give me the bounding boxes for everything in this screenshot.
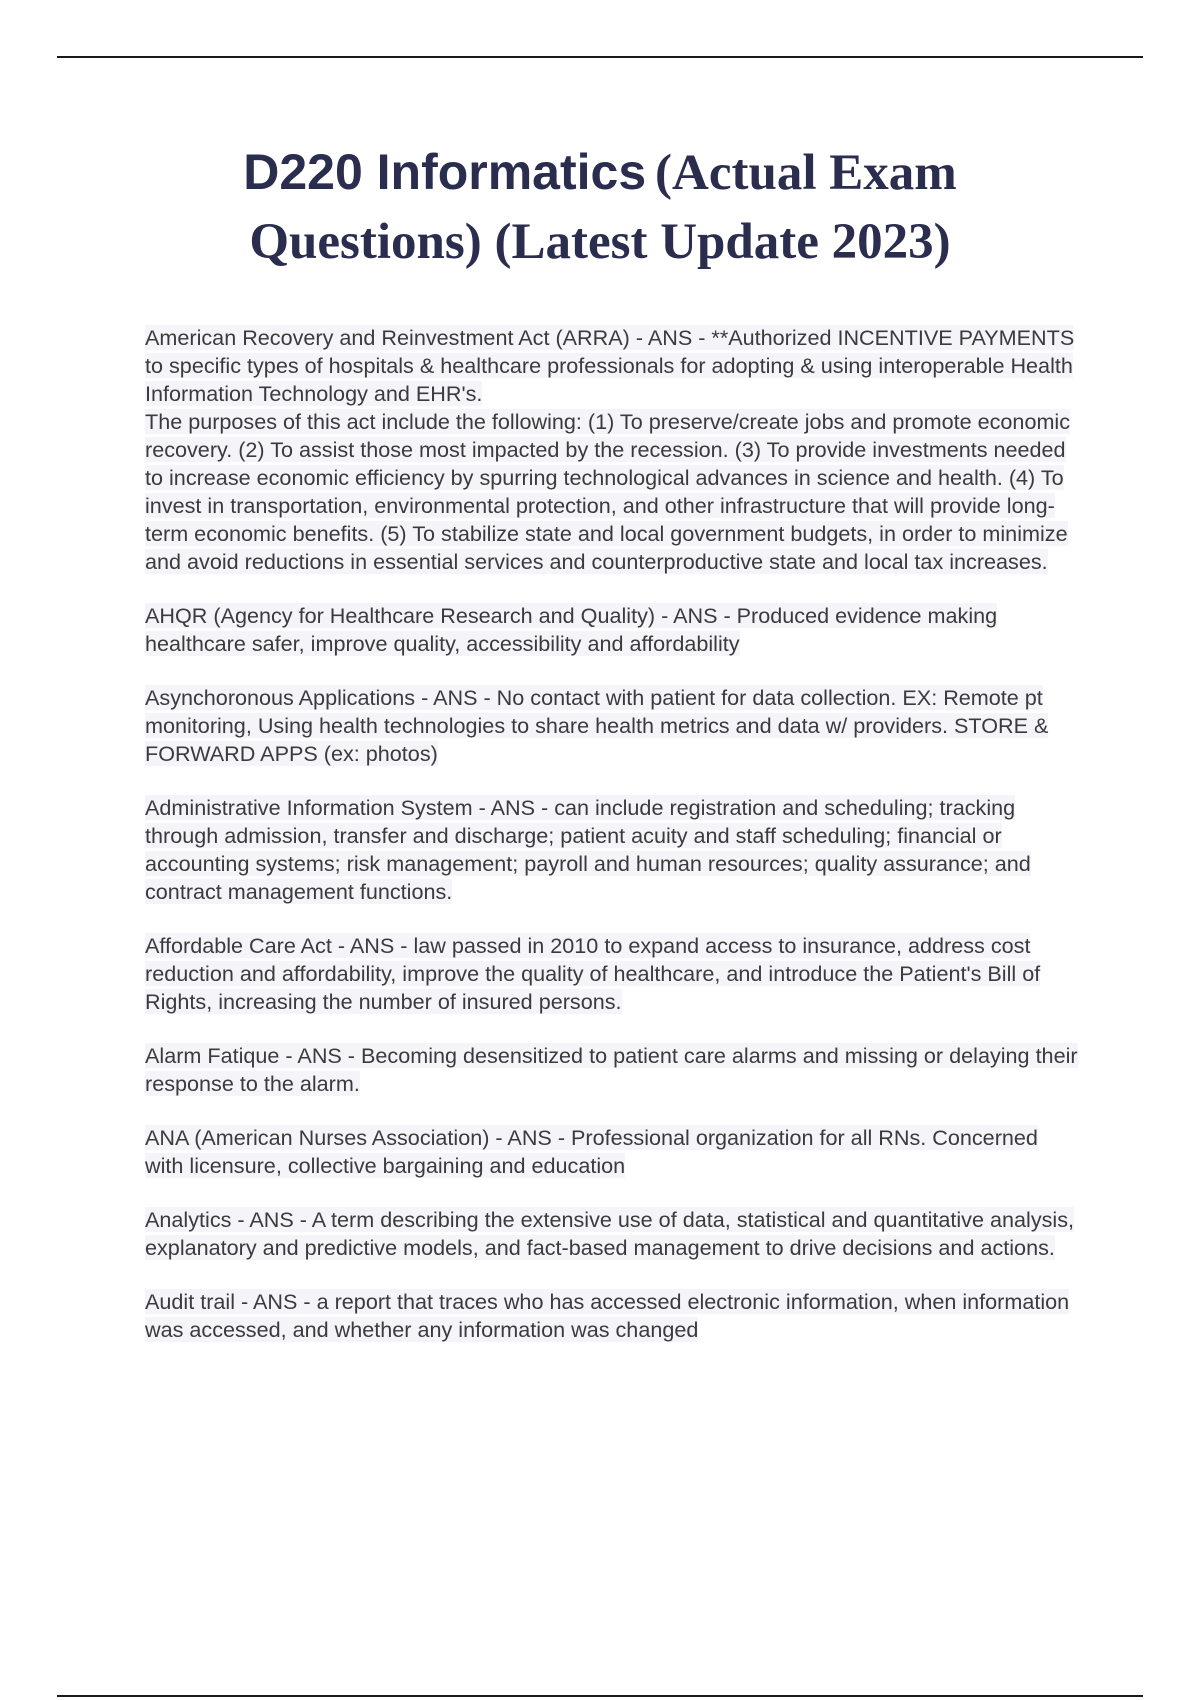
glossary-entry-analytics [145, 1206, 1080, 1262]
entry-text: Audit trail - ANS - a report that traces who has accessed electronic information, when information was accessed, and whether any information was changed [145, 1289, 1070, 1342]
entry-text: Analytics - ANS - A term describing the extensive use of data, statistical and quantitative analysis, explanatory and predictive models, and fact-based management to drive decisions and actions. [145, 1207, 1075, 1260]
glossary-entry-ana [145, 1124, 1080, 1180]
glossary-entry-audit-trail [145, 1288, 1080, 1344]
entry-text: The purposes of this act include the following: (1) To preserve/create jobs and promote economic recovery. (2) To assist those most impacted by the recession. (3) To provide investments needed to increase economic efficiency by spurring technological advances in science and health. (4) To invest in transportation, environmental protection, and other infrastructure that will provide long-term economic benefits. (5) To stabilize state and local government budgets, in order to minimize and avoid reductions in essential services and counterproductive state and local tax increases. [145, 409, 1071, 574]
document-title [100, 140, 1100, 279]
entry-text: AHQR (Agency for Healthcare Research and Quality) - ANS - Produced evidence making healthcare safer, improve quality, accessibility and affordability [145, 603, 998, 656]
top-rule [57, 56, 1143, 58]
title-main: D220 Informatics [243, 144, 647, 200]
entry-text: Affordable Care Act - ANS - law passed in 2010 to expand access to insurance, address cost reduction and affordability, improve the quality of healthcare, and introduce the Patient's Bill of Rights, increasing the number of insured persons. [145, 933, 1041, 1014]
entry-text: American Recovery and Reinvestment Act (ARRA) - ANS - **Authorized INCENTIVE PAYMENTS to specific types of hospitals & healthcare professionals for adopting & using interoperable Health Information Technology and EHR's. [145, 325, 1075, 406]
entry-text: Asynchoronous Applications - ANS - No contact with patient for data collection. EX: Remote pt monitoring, Using health technologies to share health metrics and data w/ providers. STORE & FORWARD APPS (ex: photos) [145, 685, 1049, 766]
glossary-entry-arra [145, 324, 1080, 576]
entry-text: Administrative Information System - ANS - can include registration and scheduling; tracking through admission, transfer and discharge; patient acuity and staff scheduling; financial or accounting systems; risk management; payroll and human resources; quality assurance; and contract management functions. [145, 795, 1031, 904]
glossary-content [145, 324, 1080, 1370]
entry-text: ANA (American Nurses Association) - ANS - Professional organization for all RNs. Concerned with licensure, collective bargaining and education [145, 1125, 1038, 1178]
title-sub-1: (Actual Exam [655, 145, 957, 201]
title-sub-2: Questions) (Latest Update 2023) [249, 214, 951, 270]
glossary-entry-affordable-care-act [145, 932, 1080, 1016]
entry-text: Alarm Fatique - ANS - Becoming desensitized to patient care alarms and missing or delaying their response to the alarm. [145, 1043, 1078, 1096]
glossary-entry-asynchronous-applications [145, 684, 1080, 768]
glossary-entry-ahqr [145, 602, 1080, 658]
glossary-entry-administrative-information-system [145, 794, 1080, 906]
bottom-rule [57, 1695, 1143, 1697]
glossary-entry-alarm-fatigue [145, 1042, 1080, 1098]
